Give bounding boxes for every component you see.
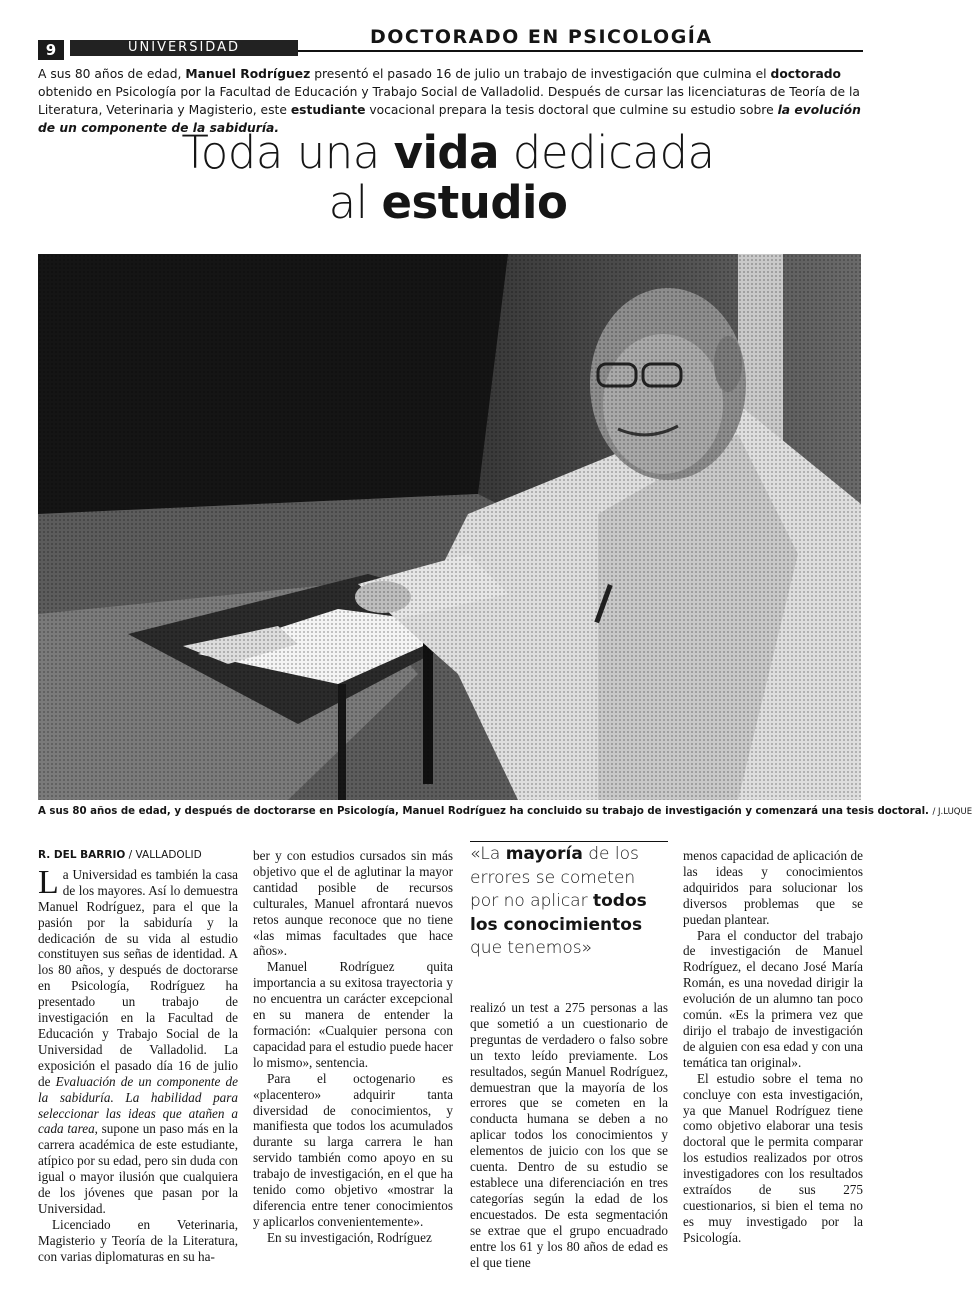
- paragraph: Licenciado en Veterinaria, Magisterio y Teoría de la Literatura, con varias diplomaturas en su ha-: [38, 1216, 238, 1264]
- topic-heading: DOCTORADO EN PSICOLOGÍA: [370, 26, 713, 48]
- quote-text: «La: [470, 844, 506, 864]
- paragraph: [38, 863, 238, 1217]
- paragraph: El estudio sobre el tema no concluye con esta investigación, ya que Manuel Rodríguez tiene como objetivo elaborar una tesis doctoral que le permita comparar los estudios realizados por otros investigadores con los resultados extraídos de sus 275 cuestionarios, si bien el tema no es muy investigado por la Psicología.: [683, 1070, 863, 1245]
- headline-emphasis: estudio: [381, 176, 568, 229]
- headline: [40, 128, 856, 228]
- section-label: UNIVERSIDAD: [70, 40, 298, 56]
- lead-keyword: estudiante: [290, 103, 366, 117]
- byline-place: / VALLADOLID: [125, 849, 202, 861]
- article-column-3: [470, 1000, 668, 1270]
- header-rule: [298, 50, 863, 52]
- drop-cap: L: [38, 863, 59, 901]
- pullquote-rule: [470, 841, 668, 842]
- lead-text: A sus 80 años de edad,: [38, 67, 186, 81]
- article-column-2: [253, 848, 453, 1246]
- photo-credit: / J.LUQUE: [932, 807, 972, 817]
- paragraph: Para el octogenario es «placentero» adquirir tanta diversidad de conocimientos, y manifiesta que todos los acumulados durante su larga carrera le han servido también como apoyo en su trabajo de investigación, en el que ha tenido como objetivo «mostrar la diferencia entre tener conocimientos y aplicarlos convenientemente».: [253, 1070, 453, 1229]
- quote-text: que tenemos»: [470, 938, 593, 958]
- pull-quote: [470, 843, 668, 961]
- headline-line-1: [40, 128, 856, 178]
- lead-text: vocacional prepara la tesis doctoral que culmine su estudio sobre: [365, 103, 778, 117]
- paragraph-text: , supone un paso más en la carrera académica de este estudiante, atípico por su edad, pero sin duda con igual o mayor ilusión que cualquiera de los jóvenes que pasan por la Universidad.: [38, 1121, 238, 1216]
- quote-text: de los errores se cometen por no aplicar: [470, 844, 639, 911]
- lead-text: obtenido en Psicología por la Facultad de Educación y Trabajo Social de Valladolid. Después de cursar las licenciaturas de Teoría de la Literatura, Veterinaria y Magisterio, este: [38, 85, 860, 117]
- paragraph: En su investigación, Rodríguez: [267, 1229, 432, 1245]
- page-number-icon: 9: [38, 40, 64, 60]
- quote-emphasis: mayoría: [505, 844, 583, 864]
- lead-topic: la evolución de un componente de la sabiduría.: [38, 103, 861, 135]
- paragraph: menos capacidad de aplicación de las ideas y conocimientos adquiridos para solucionar los diversos problemas que se puedan plantear.: [683, 848, 863, 927]
- paragraph: realizó un test a 275 personas a las que sometió a un cuestionario de preguntas de verdadero o falso sobre un texto leído previamente. Los resultados, según Manuel Rodríguez, demuestran que la mayoría de los errores que se cometen en la conducta humana se deben a no aplicar todos los conocimientos y elementos de juicio con los que se cuenta. Dentro de su estudio se establece una diferenciación en tres categorías según la edad de los encuestados. De esta segmentación se extrae que el grupo encuadrado entre los 61 y los 80 años de edad es el que tiene: [470, 1000, 668, 1270]
- paragraph: ber y con estudios cursados sin más objetivo que el de aglutinar la mayor cantidad posible de recursos culturales, Manuel afrontará nuevos retos aunque reconoce que no tiene «las mimas facultades que hace años».: [253, 848, 453, 959]
- study-title: Evaluación de un componente de la sabiduría. La habilidad para seleccionar las ideas que atañen a cada tarea: [38, 1073, 238, 1137]
- article-photo: [38, 254, 861, 800]
- article-column-1: [38, 848, 238, 1265]
- headline-text: dedicada: [499, 126, 715, 179]
- photo-caption: [38, 806, 972, 817]
- quote-emphasis: todos los conocimientos: [470, 891, 647, 935]
- paragraph-text: a Universidad es también la casa de los mayores. Así lo demuestra Manuel Rodríguez, para el que la pasión por la sabiduría y la dedicación de su vida al estudio constituyen sus señas de identidad. A los 80 años, y después de doctorarse en Psicología, Rodríguez ha presentado un trabajo de investigación en la Facultad de Educación y Trabajo Social de la Universidad de Valladolid. La exposición el pasado día 16 de julio de: [38, 866, 238, 1089]
- lead-name: Manuel Rodríguez: [185, 67, 311, 81]
- headline-emphasis: vida: [393, 126, 499, 179]
- byline-author: R. DEL BARRIO: [38, 849, 126, 861]
- paragraph: Para el conductor del trabajo de investigación de Manuel Rodríguez, el decano José María Román, es una novedad dirigir la evolución de un alumno tan poco común. «Es la primera vez que dirijo el trabajo de investigación de alguien con esa edad y con una temática tan original».: [683, 927, 863, 1070]
- headline-line-2: [40, 178, 856, 228]
- byline: [38, 848, 238, 864]
- headline-text: al: [328, 176, 382, 229]
- article-column-4: [683, 848, 863, 1246]
- lead-text: presentó el pasado 16 de julio un trabajo de investigación que culmina el: [310, 67, 771, 81]
- paragraph: Manuel Rodríguez quita importancia a su exitosa trayectoria y no encuentra un carácter excepcional en su manera de entender la formación: «Cualquier persona con capacidad para el estudio puede hacer lo mismo», sentencia.: [253, 959, 453, 1070]
- lead-keyword: doctorado: [770, 67, 841, 81]
- caption-text: A sus 80 años de edad, y después de doctorarse en Psicología, Manuel Rodríguez ha concluido su trabajo de investigación y comenzará una tesis doctoral.: [38, 806, 929, 817]
- headline-text: Toda una: [181, 126, 394, 179]
